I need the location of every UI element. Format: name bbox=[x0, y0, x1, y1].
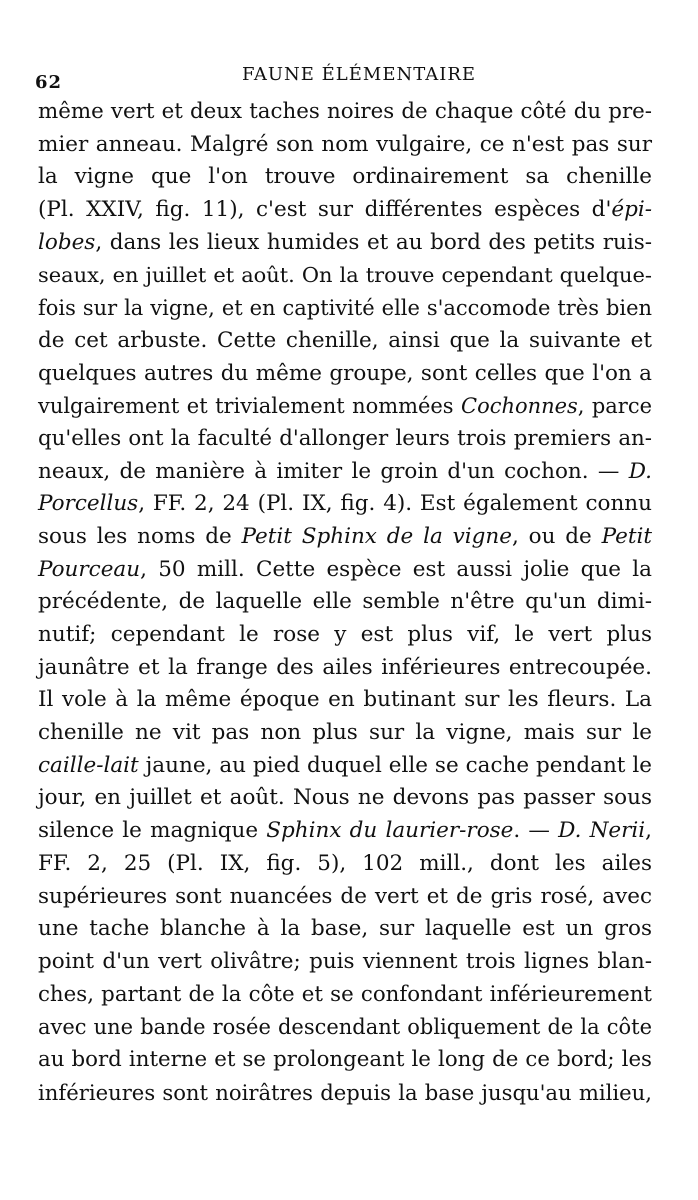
italic-term: Petit bbox=[601, 523, 652, 549]
italic-term: lobes bbox=[38, 229, 96, 255]
text-line: chenille ne vit pas non plus sur la vigne, mais sur le bbox=[38, 720, 652, 746]
text-line: silence le magnique Sphinx du laurier-rose. — D. Nerii, bbox=[38, 818, 653, 844]
text-line: jour, en juillet et août. Nous ne devons pas passer sous bbox=[38, 785, 652, 811]
italic-term: D. bbox=[628, 458, 652, 484]
text-line: fois sur la vigne, et en captivité elle s'accomode très bien bbox=[38, 296, 652, 321]
text-line: mier anneau. Malgré son nom vulgaire, ce n'est pas sur bbox=[38, 131, 652, 157]
text-line: seaux, en juillet et août. On la trouve cependant quelque- bbox=[38, 263, 652, 288]
text-line: vulgairement et trivialement nommées Cochonnes, parce bbox=[38, 394, 652, 419]
text-line: Pourceau, 50 mill. Cette espèce est aussi jolie que la bbox=[38, 556, 652, 582]
text-line: Porcellus, FF. 2, 24 (Pl. IX, fig. 4). Est également connu bbox=[38, 491, 652, 517]
italic-term: Pourceau bbox=[38, 556, 141, 582]
text-line: précédente, de laquelle elle semble n'être qu'un dimi- bbox=[38, 589, 652, 615]
text-line: ches, partant de la côte et se confondant inférieurement bbox=[38, 981, 652, 1007]
text-line: au bord interne et se prolongeant le long de ce bord; les bbox=[38, 1046, 652, 1072]
text-line: même vert et deux taches noires de chaque côté du pre- bbox=[38, 99, 652, 124]
text-line: Il vole à la même époque en butinant sur les fleurs. La bbox=[38, 687, 652, 713]
italic-term: Sphinx du laurier-rose bbox=[266, 818, 514, 844]
text-line: une tache blanche à la base, sur laquelle est un gros bbox=[38, 916, 652, 942]
running-title: FAUNE ÉLÉMENTAIRE bbox=[241, 64, 477, 85]
italic-term: Petit Sphinx de la vigne bbox=[241, 523, 512, 549]
text-line: FF. 2, 25 (Pl. IX, fig. 5), 102 mill., dont les ailes bbox=[38, 850, 652, 876]
text-line: sous les noms de Petit Sphinx de la vigne, ou de Petit bbox=[38, 523, 652, 549]
italic-term: Porcellus bbox=[38, 491, 139, 517]
text-line: (Pl. XXIV, fig. 11), c'est sur différentes espèces d'épi- bbox=[38, 197, 652, 223]
italic-term: caille-lait bbox=[38, 752, 139, 778]
text-line: avec une bande rosée descendant obliquement de la côte bbox=[38, 1015, 652, 1040]
page-number: 62 bbox=[35, 72, 63, 93]
text-line: inférieures sont noirâtres depuis la base jusqu'au milieu, bbox=[38, 1079, 652, 1105]
body-text bbox=[38, 96, 652, 1109]
text-line: lobes, dans les lieux humides et au bord des petits ruis- bbox=[38, 229, 652, 255]
text-line: qu'elles ont la faculté d'allonger leurs trois premiers an- bbox=[38, 425, 652, 451]
text-line: la vigne que l'on trouve ordinairement sa chenille bbox=[38, 164, 652, 190]
text-line: point d'un vert olivâtre; puis viennent trois lignes blan- bbox=[38, 948, 652, 974]
italic-term: D. Nerii bbox=[558, 818, 646, 844]
text-line: quelques autres du même groupe, sont celles que l'on a bbox=[38, 360, 652, 386]
text-line: supérieures sont nuancées de vert et de gris rosé, avec bbox=[38, 883, 652, 909]
italic-term: Cochonnes bbox=[461, 394, 578, 419]
italic-term: épi- bbox=[611, 197, 652, 223]
text-line: de cet arbuste. Cette chenille, ainsi que la suivante et bbox=[38, 327, 652, 353]
text-line: neaux, de manière à imiter le groin d'un cochon. — D. bbox=[38, 458, 652, 484]
text-line: jaunâtre et la frange des ailes inférieures entrecoupée. bbox=[38, 654, 652, 680]
text-line: nutif; cependant le rose y est plus vif, le vert plus bbox=[38, 622, 652, 647]
text-line: caille-lait jaune, au pied duquel elle se cache pendant le bbox=[38, 752, 652, 778]
